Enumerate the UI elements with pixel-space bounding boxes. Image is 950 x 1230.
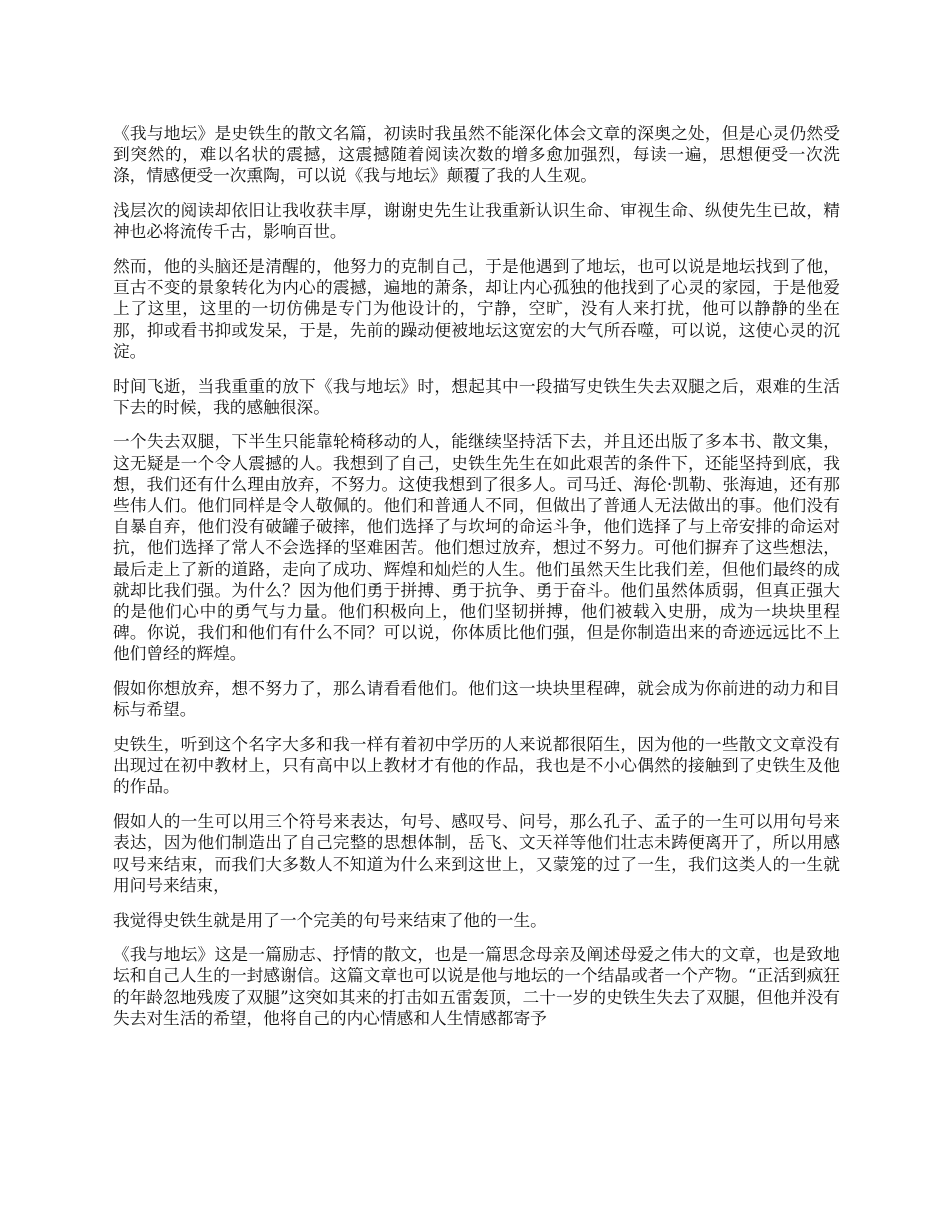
paragraph-1: 《我与地坛》是史铁生的散文名篇，初读时我虽然不能深化体会文章的深奥之处，但是心灵仍然受到突然的，难以名状的震撼，这震撼随着阅读次数的增多愈加强烈，每读一遍，思想便受一次洗涤，情感便受一次熏陶，可以说《我与地坛》颠覆了我的人生观。 [113, 123, 840, 186]
paragraph-2: 浅层次的阅读却依旧让我收获丰厚，谢谢史先生让我重新认识生命、审视生命、纵使先生已故，精神也必将流传千古，影响百世。 [113, 200, 840, 242]
paragraph-7: 史铁生，听到这个名字大多和我一样有着初中学历的人来说都很陌生，因为他的一些散文文章没有出现过在初中教材上，只有高中以上教材才有他的作品，我也是不小心偶然的接触到了史铁生及他的作品。 [113, 734, 840, 797]
paragraph-4: 时间飞逝，当我重重的放下《我与地坛》时，想起其中一段描写史铁生失去双腿之后，艰难的生活下去的时候，我的感触很深。 [113, 375, 840, 417]
document-body [113, 123, 840, 1043]
paragraph-9: 我觉得史铁生就是用了一个完美的句号来结束了他的一生。 [113, 909, 547, 930]
paragraph-6: 假如你想放弃，想不努力了，那么请看看他们。他们这一块块里程碑，就会成为你前进的动力和目标与希望。 [113, 678, 840, 720]
paragraph-3: 然而，他的头脑还是清醒的，他努力的克制自己，于是他遇到了地坛，也可以说是地坛找到了他，亘古不变的景象转化为内心的震撼，遍地的萧条，却让内心孤独的他找到了心灵的家园，于是他爱上了这里，这里的一切仿佛是专门为他设计的，宁静，空旷，没有人来打扰，他可以静静的坐在那，抑或看书抑或发呆，于是，先前的躁动便被地坛这宽宏的大气所吞噬，可以说，这使心灵的沉淀。 [113, 256, 840, 361]
paragraph-10: 《我与地坛》这是一篇励志、抒情的散文，也是一篇思念母亲及阐述母爱之伟大的文章，也是致地坛和自己人生的一封感谢信。这篇文章也可以说是他与地坛的一个结晶或者一个产物。“正活到疯狂的年龄忽地残废了双腿”这突如其来的打击如五雷轰顶，二十一岁的史铁生失去了双腿，但他并没有失去对生活的希望，他将自己的内心情感和人生情感都寄予 [113, 944, 840, 1028]
paragraph-5: 一个失去双腿，下半生只能靠轮椅移动的人，能继续坚持活下去，并且还出版了多本书、散文集，这无疑是一个令人震撼的人。我想到了自己，史铁生先生在如此艰苦的条件下，还能坚持到底，我想，我们还有什么理由放弃，不努力。这使我想到了很多人。司马迁、海伦·凯勒、张海迪，还有那些伟人们。他们同样是令人敬佩的。他们和普通人不同，但做出了普通人无法做出的事。他们没有自暴自弃，他们没有破罐子破摔，他们选择了与坎坷的命运斗争，他们选择了与上帝安排的命运对抗，他们选择了常人不会选择的坚难困苦。他们想过放弃，想过不努力。可他们摒弃了这些想法，最后走上了新的道路，走向了成功、辉煌和灿烂的人生。他们虽然天生比我们差，但他们最终的成就却比我们强。为什么？因为他们勇于拼搏、勇于抗争、勇于奋斗。他们虽然体质弱，但真正强大的是他们心中的勇气与力量。他们积极向上，他们坚韧拼搏，他们被载入史册，成为一块块里程碑。你说，我们和他们有什么不同？可以说，你体质比他们强，但是你制造出来的奇迹远远比不上他们曾经的辉煌。 [113, 431, 840, 664]
paragraph-8: 假如人的一生可以用三个符号来表达，句号、感叹号、问号，那么孔子、孟子的一生可以用句号来表达，因为他们制造出了自己完整的思想体制，岳飞、文天祥等他们壮志未踌便离开了，所以用感叹号来结束，而我们大多数人不知道为什么来到这世上，又蒙笼的过了一生，我们这类人的一生就用问号来结束， [113, 811, 840, 895]
